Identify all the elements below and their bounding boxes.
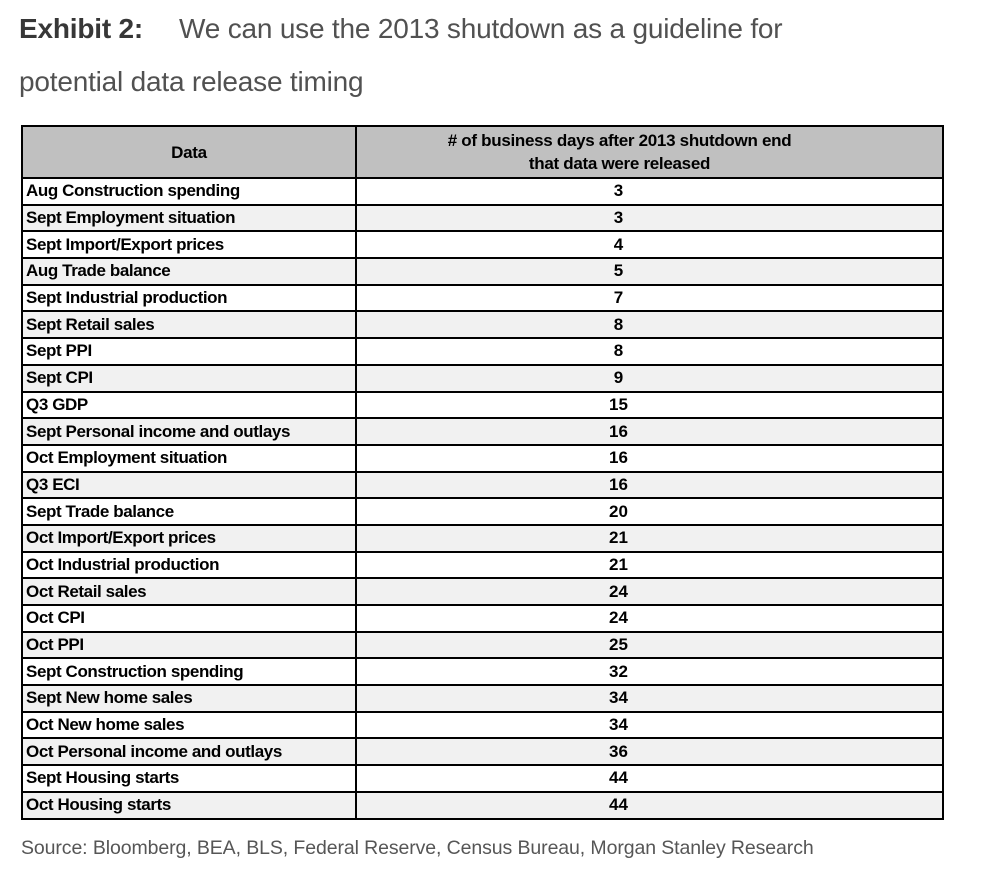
days-value-cell: 34 [356, 685, 943, 712]
data-label-cell: Sept Industrial production [22, 285, 356, 312]
data-label-cell: Sept New home sales [22, 685, 356, 712]
days-value-cell: 8 [356, 338, 943, 365]
days-value-cell: 25 [356, 632, 943, 659]
days-value-cell: 7 [356, 285, 943, 312]
data-label-cell: Q3 GDP [22, 392, 356, 419]
data-label-cell: Aug Construction spending [22, 178, 356, 205]
data-label-cell: Sept Import/Export prices [22, 231, 356, 258]
table-row [22, 418, 943, 445]
days-value-cell: 15 [356, 392, 943, 419]
days-value-cell: 16 [356, 472, 943, 499]
column-header-business-days-line2: that data were released [528, 154, 711, 173]
table-row [22, 765, 943, 792]
days-value-cell: 5 [356, 258, 943, 285]
days-value-cell: 44 [356, 792, 943, 819]
data-label-cell: Oct Industrial production [22, 552, 356, 579]
days-value-cell: 24 [356, 578, 943, 605]
days-value-cell: 24 [356, 605, 943, 632]
table-row [22, 578, 943, 605]
data-label-cell: Oct Import/Export prices [22, 525, 356, 552]
table-row [22, 231, 943, 258]
column-header-business-days [356, 126, 943, 178]
data-label-cell: Oct Employment situation [22, 445, 356, 472]
data-label-cell: Oct Personal income and outlays [22, 738, 356, 765]
table-row [22, 472, 943, 499]
days-value-cell: 8 [356, 311, 943, 338]
days-value-cell: 20 [356, 498, 943, 525]
exhibit-title [19, 2, 782, 108]
data-label-cell: Sept Trade balance [22, 498, 356, 525]
data-release-timing-table [21, 125, 944, 820]
title-text-line1: We can use the 2013 shutdown as a guideline for [179, 13, 783, 44]
table-row [22, 311, 943, 338]
table-row [22, 712, 943, 739]
days-value-cell: 21 [356, 525, 943, 552]
table-row [22, 792, 943, 819]
table-header [22, 126, 943, 178]
data-label-cell: Sept Employment situation [22, 205, 356, 232]
table-body [22, 178, 943, 819]
table-row [22, 738, 943, 765]
days-value-cell: 34 [356, 712, 943, 739]
data-label-cell: Oct Housing starts [22, 792, 356, 819]
exhibit-number-label: Exhibit 2: [19, 13, 144, 44]
table-row [22, 605, 943, 632]
table-row [22, 338, 943, 365]
days-value-cell: 3 [356, 205, 943, 232]
title-line-2 [19, 55, 782, 108]
days-value-cell: 36 [356, 738, 943, 765]
table-row [22, 658, 943, 685]
data-label-cell: Sept PPI [22, 338, 356, 365]
days-value-cell: 3 [356, 178, 943, 205]
table-row [22, 205, 943, 232]
table-row [22, 285, 943, 312]
table-row [22, 552, 943, 579]
data-label-cell: Oct CPI [22, 605, 356, 632]
table-row [22, 498, 943, 525]
data-label-cell: Aug Trade balance [22, 258, 356, 285]
table-row [22, 178, 943, 205]
table-row [22, 632, 943, 659]
data-label-cell: Sept CPI [22, 365, 356, 392]
data-label-cell: Oct PPI [22, 632, 356, 659]
table-row [22, 258, 943, 285]
data-label-cell: Sept Construction spending [22, 658, 356, 685]
data-label-cell: Oct Retail sales [22, 578, 356, 605]
days-value-cell: 16 [356, 418, 943, 445]
data-label-cell: Sept Retail sales [22, 311, 356, 338]
table-row [22, 445, 943, 472]
table-row [22, 365, 943, 392]
title-text-line2: potential data release timing [19, 66, 364, 97]
data-label-cell: Sept Personal income and outlays [22, 418, 356, 445]
column-header-data: Data [22, 126, 356, 178]
data-label-cell: Oct New home sales [22, 712, 356, 739]
table-row [22, 685, 943, 712]
data-label-cell: Sept Housing starts [22, 765, 356, 792]
column-header-business-days-line1: # of business days after 2013 shutdown end [447, 131, 792, 150]
days-value-cell: 44 [356, 765, 943, 792]
table-header-row [22, 126, 943, 178]
days-value-cell: 32 [356, 658, 943, 685]
days-value-cell: 21 [356, 552, 943, 579]
table-row [22, 392, 943, 419]
days-value-cell: 16 [356, 445, 943, 472]
table-row [22, 525, 943, 552]
days-value-cell: 4 [356, 231, 943, 258]
source-note: Source: Bloomberg, BEA, BLS, Federal Reserve, Census Bureau, Morgan Stanley Research [21, 837, 814, 859]
data-label-cell: Q3 ECI [22, 472, 356, 499]
title-line-1 [19, 2, 782, 55]
days-value-cell: 9 [356, 365, 943, 392]
